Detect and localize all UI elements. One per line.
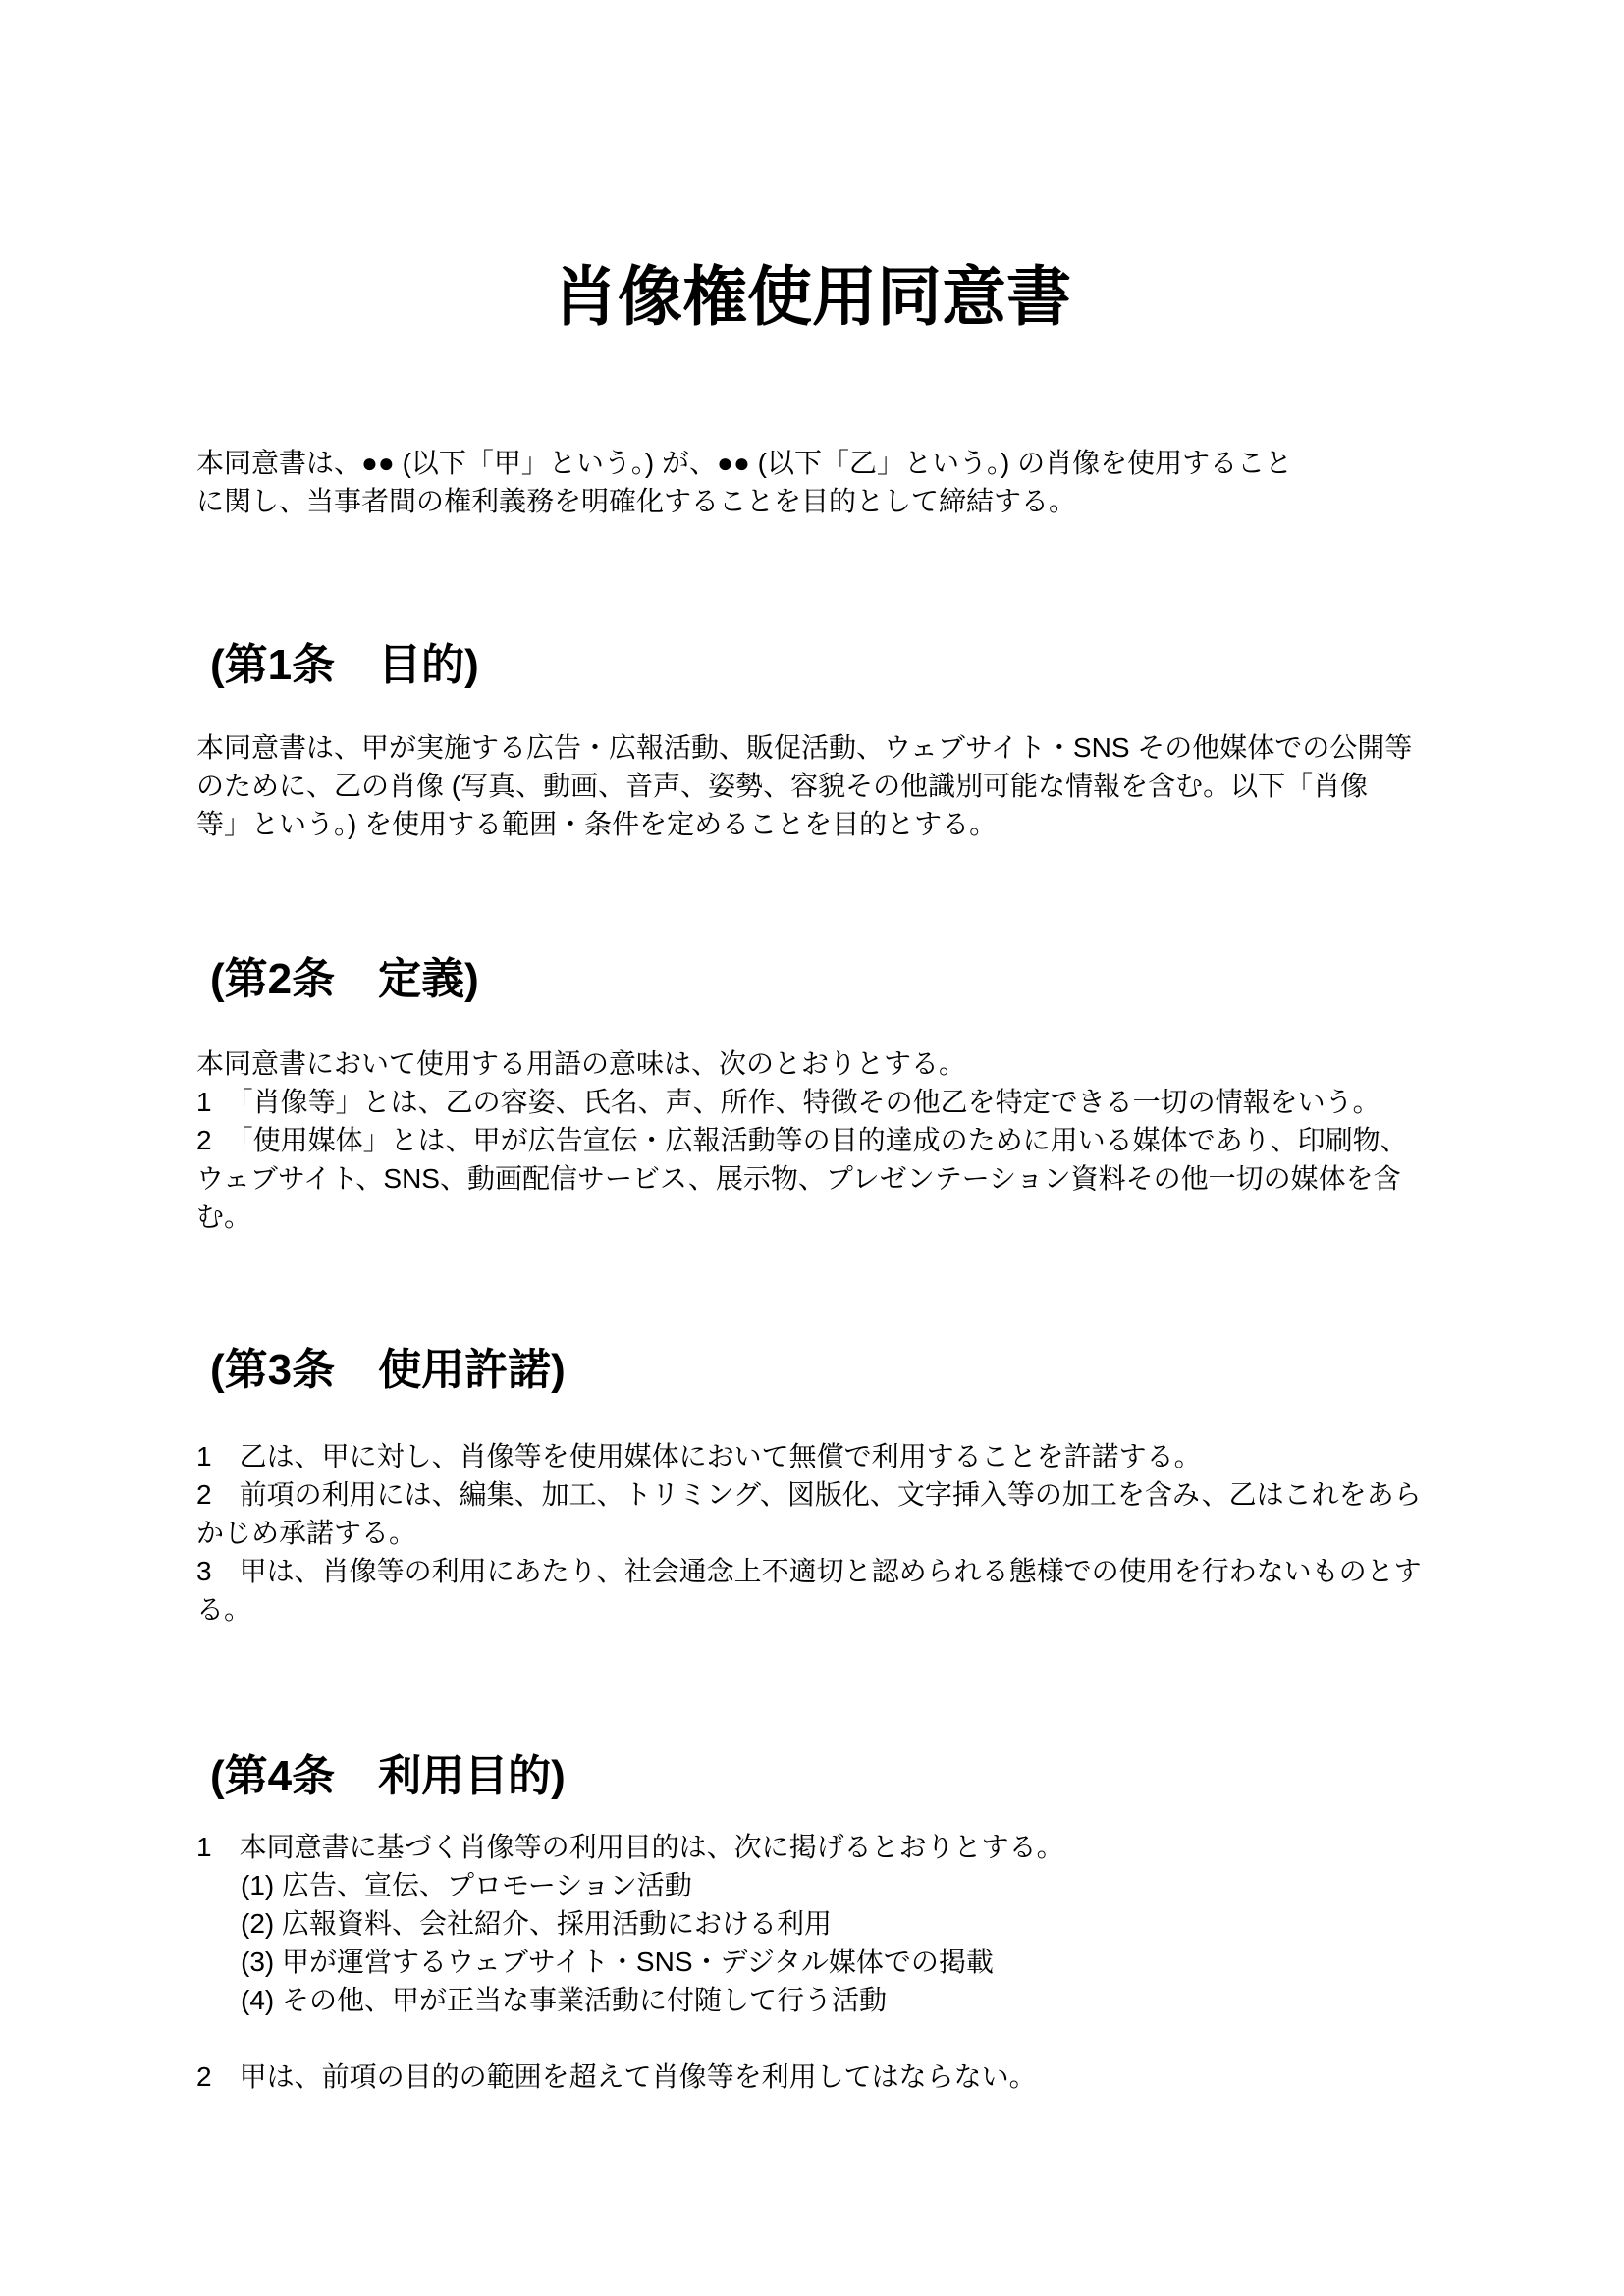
text-line: 1 乙は、甲に対し、肖像等を使用媒体において無償で利用することを許諾する。 — [196, 1441, 1202, 1471]
text-line: かじめ承諾する。 — [196, 1518, 417, 1548]
text-line: 1 本同意書に基づく肖像等の利用目的は、次に掲げるとおりとする。 — [196, 1832, 1064, 1862]
article-4-body — [196, 1828, 1428, 2096]
document-title: 肖像権使用同意書 — [553, 260, 1071, 333]
text-line: む。 — [196, 1201, 252, 1232]
blank-line — [196, 2019, 1428, 2057]
list-item: (4) その他、甲が正当な事業活動に付随して行う活動 — [241, 1985, 888, 2015]
text-line: 3 甲は、肖像等の利用にあたり、社会通念上不適切と認められる態様での使用を行わないものとす — [196, 1556, 1422, 1586]
text-line: 本同意書において使用する用語の意味は、次のとおりとする。 — [196, 1048, 967, 1079]
list-item: (1) 広告、宣伝、プロモーション活動 — [241, 1870, 692, 1900]
article-1-heading: (第1条 目的) — [210, 641, 479, 689]
article-3-heading: (第3条 使用許諾) — [210, 1346, 566, 1394]
text-line: 2 前項の利用には、編集、加工、トリミング、図版化、文字挿入等の加工を含み、乙はこれをあら — [196, 1479, 1422, 1510]
text-line: 1 「肖像等」とは、乙の容姿、氏名、声、所作、特徴その他乙を特定できる一切の情報をいう。 — [196, 1087, 1380, 1117]
text-line: 2 「使用媒体」とは、甲が広告宣伝・広報活動等の目的達成のために用いる媒体であり、印刷物、 — [196, 1125, 1408, 1155]
article-2-body — [196, 1044, 1428, 1236]
intro-paragraph — [196, 444, 1428, 520]
list-item: (3) 甲が運営するウェブサイト・SNS・デジタル媒体での掲載 — [241, 1947, 994, 1977]
text-line: ウェブサイト、SNS、動画配信サービス、展示物、プレゼンテーション資料その他一切の媒体を含 — [196, 1163, 1401, 1194]
article-1-body — [196, 728, 1428, 843]
list-item: (2) 広報資料、会社紹介、採用活動における利用 — [241, 1908, 833, 1939]
text-line: る。 — [196, 1594, 252, 1625]
text-line: 2 甲は、前項の目的の範囲を超えて肖像等を利用してはならない。 — [196, 2061, 1037, 2092]
text-line: のために、乙の肖像 (写真、動画、音声、姿勢、容貌その他識別可能な情報を含む。以下「肖像 — [196, 771, 1369, 801]
text-line: 本同意書は、甲が実施する広告・広報活動、販促活動、ウェブサイト・SNS その他媒体での公開等 — [196, 732, 1413, 763]
article-2-heading: (第2条 定義) — [210, 955, 479, 1003]
text-line: 本同意書は、●● (以下「甲」という。) が、●● (以下「乙」という。) の肖像を使用すること — [196, 448, 1293, 478]
article-3-body — [196, 1437, 1428, 1629]
article-4-heading: (第4条 利用目的) — [210, 1752, 566, 1800]
text-line: に関し、当事者間の権利義務を明確化することを目的として締結する。 — [196, 486, 1077, 516]
text-line: 等」という。) を使用する範囲・条件を定めることを目的とする。 — [196, 809, 998, 839]
